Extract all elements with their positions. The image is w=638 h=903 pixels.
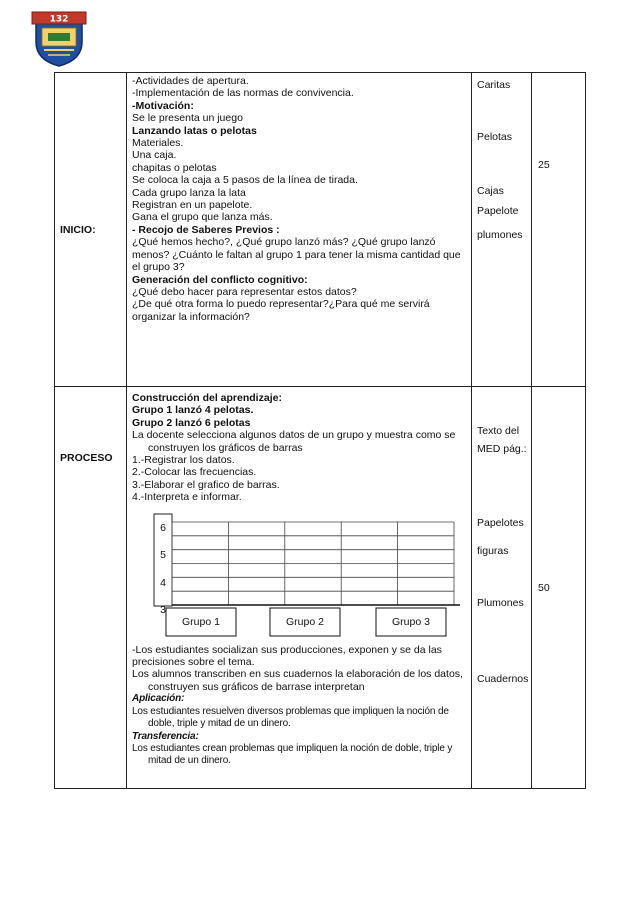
text-line: precisiones sobre el tema. — [132, 656, 255, 669]
inicio-row — [55, 73, 586, 387]
text-line: menos? ¿Cuánto le faltan al grupo 1 para tener la misma cantidad que — [132, 248, 461, 261]
text-line: 1.-Registrar los datos. — [132, 454, 235, 467]
text-line: Los estudiantes resuelven diversos problemas que impliquen la noción de — [132, 705, 449, 717]
inicio-materials — [472, 73, 532, 387]
bar-chart — [132, 510, 472, 640]
text-line: Materiales. — [132, 137, 184, 150]
x-tick-label: Grupo 3 — [392, 615, 430, 628]
y-tick-label: 5 — [160, 548, 166, 561]
text-line: Se le presenta un juego — [132, 112, 243, 125]
text-line: ¿De qué otra forma lo puedo representar?¿Para qué me servirá — [132, 298, 430, 311]
text-line: ¿Qué debo hacer para representar estos datos? — [132, 285, 357, 298]
text-line: ¿Qué hemos hecho?, ¿Qué grupo lanzó más? ¿Qué grupo lanzó — [132, 236, 436, 249]
material-item: figuras — [477, 545, 509, 557]
y-tick-label: 6 — [160, 521, 166, 534]
y-tick-label: 4 — [160, 576, 166, 589]
text-line: construyen los gráficos de barras — [148, 441, 303, 454]
text-line: Gana el grupo que lanza más. — [132, 211, 273, 224]
lesson-table — [54, 72, 586, 789]
x-tick-label: Grupo 1 — [182, 615, 220, 628]
text-line: doble, triple y mitad de un dinero. — [148, 718, 291, 730]
school-logo — [30, 8, 88, 68]
inicio-content — [127, 73, 472, 387]
text-line: La docente selecciona algunos datos de un grupo y muestra como se — [132, 429, 456, 442]
logo-badge-text: 132 — [49, 14, 69, 25]
material-item: plumones — [477, 229, 523, 241]
text-line-bold: -Motivación: — [132, 99, 194, 112]
text-line-bold: - Recojo de Saberes Previos : — [132, 223, 280, 236]
proceso-minutes: 50 — [532, 387, 586, 789]
material-item: MED pág.: — [477, 443, 527, 455]
text-line: Los estudiantes crean problemas que impliquen la noción de doble, triple y — [132, 742, 453, 754]
text-line: Cada grupo lanza la lata — [132, 186, 246, 199]
y-tick-label: 3 — [160, 603, 166, 616]
text-line: chapitas o pelotas — [132, 161, 217, 174]
text-line: 4.-Interpreta e informar. — [132, 491, 242, 504]
text-line: organizar la información? — [132, 310, 250, 323]
text-line: Los alumnos transcriben en sus cuadernos la elaboración de los datos, — [132, 668, 463, 681]
x-tick-label: Grupo 2 — [286, 615, 324, 628]
text-line: mitad de un dinero. — [148, 755, 231, 767]
text-line-bold: Grupo 1 lanzó 4 pelotas. — [132, 404, 254, 417]
material-item: Plumones — [477, 597, 524, 609]
text-line: el grupo 3? — [132, 261, 185, 274]
text-line-heading: Aplicación: — [132, 693, 185, 705]
proceso-content — [127, 387, 472, 789]
text-line: Una caja. — [132, 149, 177, 162]
text-line-heading: Transferencia: — [132, 730, 199, 742]
phase-proceso-label: PROCESO — [55, 387, 127, 789]
text-line-bold: Generación del conflicto cognitivo: — [132, 273, 308, 286]
material-item: Pelotas — [477, 131, 513, 143]
text-line-bold: Lanzando latas o pelotas — [132, 124, 257, 137]
text-line: construyen sus gráficos de barrase interpretan — [148, 680, 365, 693]
text-line: -Implementación de las normas de convivencia. — [132, 87, 354, 100]
text-line: 3.-Elaborar el grafico de barras. — [132, 478, 280, 491]
text-line: -Actividades de apertura. — [132, 75, 249, 87]
proceso-row — [55, 387, 586, 789]
proceso-materials — [472, 387, 532, 789]
text-line: Registran en un papelote. — [132, 199, 253, 212]
material-item: Cajas — [477, 185, 504, 197]
inicio-minutes: 25 — [532, 73, 586, 387]
bar-chart-svg — [132, 510, 472, 640]
material-item: Caritas — [477, 79, 511, 91]
text-line: 2.-Colocar las frecuencias. — [132, 466, 257, 479]
material-item: Cuadernos — [477, 673, 529, 685]
text-line-bold: Grupo 2 lanzó 6 pelotas — [132, 416, 251, 429]
text-line: Se coloca la caja a 5 pasos de la línea de tirada. — [132, 174, 358, 187]
material-item: Texto del — [477, 425, 520, 437]
material-item: Papelote — [477, 205, 519, 217]
text-line: -Los estudiantes socializan sus producciones, exponen y se da las — [132, 643, 442, 656]
phase-inicio-label: INICIO: — [55, 73, 127, 387]
material-item: Papelotes — [477, 517, 524, 529]
text-line-bold: Construcción del aprendizaje: — [132, 392, 282, 404]
